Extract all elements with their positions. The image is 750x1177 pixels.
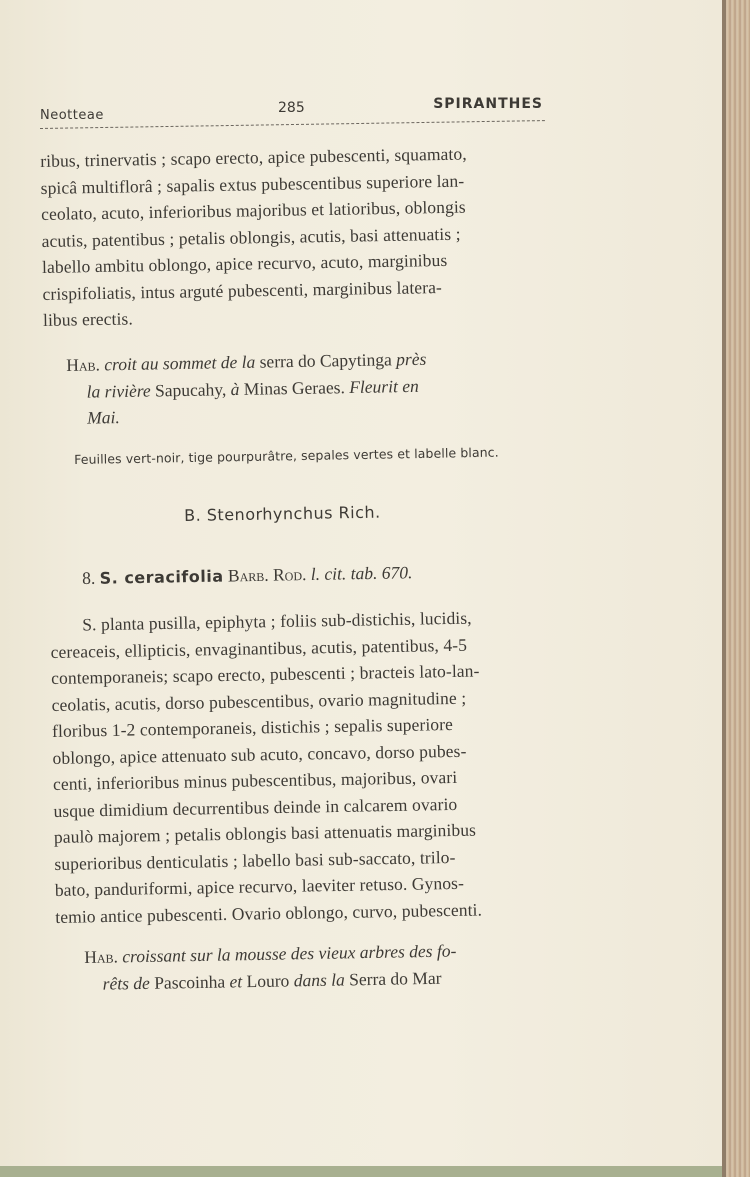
hab-italic: à (230, 378, 240, 399)
intro-line: libus erectis. (42, 308, 134, 330)
intro-line: ribus, trinervatis ; scapo erecto, apice pubescenti, squamato, (40, 143, 467, 171)
desc-line: superioribus denticulatis ; labello basi sub-saccato, trilo- (54, 846, 456, 874)
hab-roman: Louro (246, 969, 290, 991)
hab-roman: Pascoinha (154, 971, 226, 993)
header-right: SPIRANTHES (433, 96, 543, 112)
desc-line: ceolatis, acutis, dorso pubescentibus, ovario magnitudine ; (51, 687, 467, 715)
desc-line: contemporaneis; scapo erecto, pubescenti ; bracteis lato-lan- (50, 660, 480, 688)
intro-line: acutis, patentibus ; petalis oblongis, acutis, basi attenuatis ; (41, 223, 461, 251)
color-note: Feuilles vert-noir, tige pourpurâtre, sepales vertes et labelle blanc. (74, 444, 499, 467)
desc-line: usque dimidium decurrentibus deinde in calcarem ovario (53, 793, 458, 821)
species-author: Barb. Rod. (227, 564, 307, 586)
header-left: Neotteae (40, 108, 104, 123)
habitat-paragraph-1 (66, 343, 587, 432)
species-number: 8. (82, 567, 96, 588)
section-title: B. Stenorhynchus Rich. (184, 502, 381, 525)
hab-italic: la rivière (86, 380, 151, 402)
intro-line: crispifoliatis, intus arguté pubescenti, marginibus latera- (42, 276, 443, 304)
hab-roman: serra do Capytinga (259, 349, 392, 372)
hab-italic: dans la (293, 968, 345, 990)
species-description (50, 603, 567, 930)
page-number: 285 (278, 100, 305, 116)
desc-line: floribus 1-2 contemporaneis, distichis ; sepalis superiore (51, 713, 454, 741)
page-edge (722, 0, 750, 1177)
hab-italic: Fleurit en (349, 375, 419, 397)
desc-line: paulò majorem ; petalis oblongis basi attenuatis marginibus (53, 819, 477, 847)
desc-line: centi, inferioribus minus pubescentibus, majoribus, ovari (52, 766, 458, 794)
intro-line: ceolato, acuto, inferioribus majoribus et latioribus, oblongis (40, 196, 466, 224)
desc-line: S. planta pusilla, epiphyta ; foliis sub-distichis, lucidis, (82, 607, 472, 635)
hab-italic: rêts de (102, 972, 151, 994)
hab-italic: croit au sommet de la (104, 351, 256, 375)
intro-line: spicâ multiflorâ ; sapalis extus pubescentibus superiore lan- (40, 170, 465, 198)
intro-paragraph (40, 139, 563, 334)
desc-line: oblongo, apice attenuato sub acuto, concavo, dorso pubes- (52, 740, 467, 768)
hab-italic: Mai. (86, 407, 120, 428)
hab-italic: croissant sur la mousse des vieux arbres des fo- (122, 940, 457, 967)
intro-line: labello ambitu oblongo, apice recurvo, acuto, marginibus (41, 249, 448, 277)
hab-italic: et (229, 970, 243, 991)
species-name: S. ceracifolia (99, 566, 224, 588)
species-reference: l. cit. tab. 670. (310, 562, 413, 585)
habitat-paragraph-2 (84, 935, 605, 997)
bottom-band (0, 1166, 722, 1177)
hab-prefix: Hab. (66, 354, 101, 375)
desc-line: temio antice pubescenti. Ovario oblongo, curvo, pubescenti. (55, 899, 483, 927)
hab-roman: Minas Geraes. (243, 376, 346, 399)
hab-roman: Sapucahy, (154, 378, 227, 400)
desc-line: cereaceis, ellipticis, envaginantibus, acutis, patentibus, 4-5 (50, 634, 468, 662)
hab-roman: Serra do Mar (348, 967, 442, 989)
hab-prefix: Hab. (84, 946, 119, 967)
desc-line: bato, panduriformi, apice recurvo, laeviter retuso. Gynos- (54, 872, 465, 900)
hab-italic: près (396, 348, 427, 370)
